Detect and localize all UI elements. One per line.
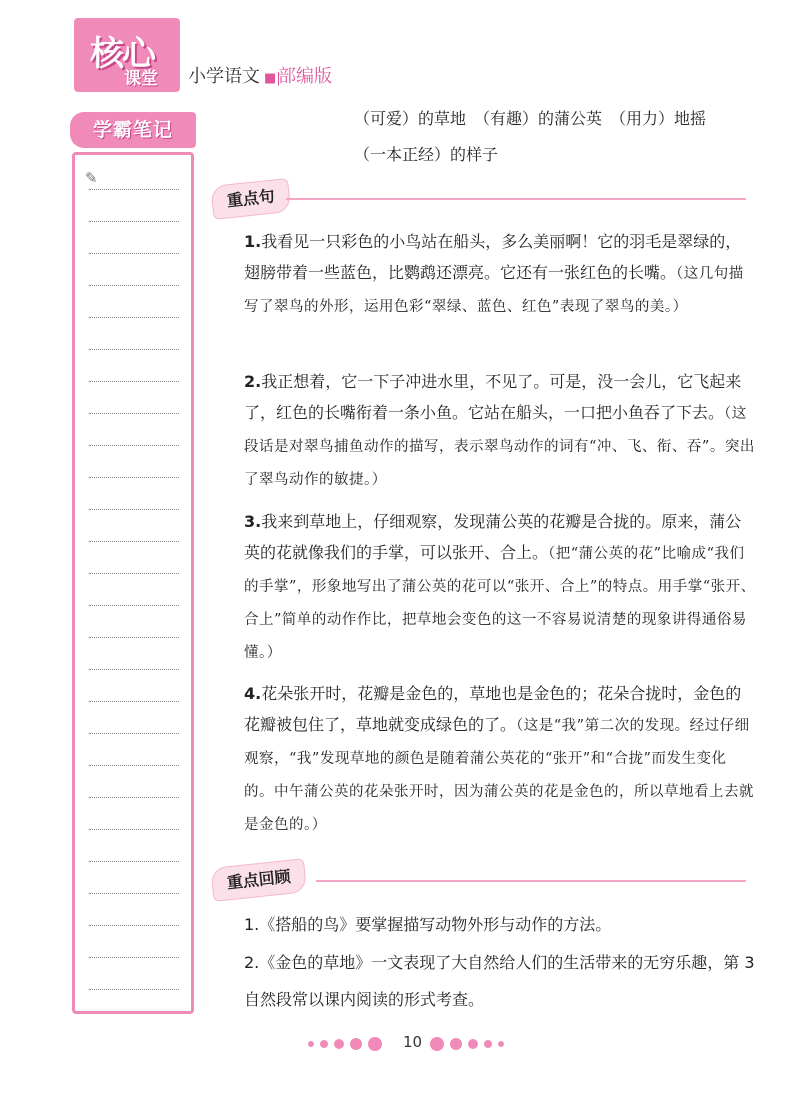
item-number: 2. (244, 953, 260, 972)
key-sentence-4 (244, 678, 756, 841)
note-line (89, 957, 179, 958)
dot-icon (308, 1041, 314, 1047)
note-line (89, 381, 179, 382)
note-line (89, 541, 179, 542)
word-list-line-2: （一本正经）的样子 (354, 145, 499, 164)
separator-icon: ■| (264, 71, 281, 86)
review-text: 《搭船的鸟》要掌握描写动物外形与动作的方法。 (259, 915, 612, 934)
edition-label: 部编版 (278, 66, 332, 87)
key-sentences-header (212, 186, 746, 220)
item-number: 1. (244, 232, 262, 251)
note-line (89, 189, 179, 190)
logo-sub-text: 课堂 (124, 69, 158, 89)
key-sentences-tag: 重点句 (210, 178, 291, 220)
item-number: 3. (244, 512, 262, 531)
sentence-text: 我看见一只彩色的小鸟站在船头，多么美丽啊！它的羽毛是翠绿的，翅膀带着一些蓝色，比鹦鹉还漂亮。它还有一张红色的长嘴。 (244, 232, 742, 282)
review-item-2 (244, 944, 756, 1018)
item-number: 4. (244, 684, 262, 703)
dot-icon (320, 1040, 328, 1048)
note-line (89, 925, 179, 926)
note-line (89, 765, 179, 766)
note-line (89, 861, 179, 862)
sentence-note: （把“蒲公英的花”比喻成“我们的手掌”，形象地写出了蒲公英的花可以“张开、合上”的特点。用手掌“张开、合上”简单的动作作比，把草地会变色的这一不容易说清楚的现象讲得通俗易懂。） (244, 546, 756, 661)
key-sentence-1 (244, 226, 756, 323)
dot-icon (498, 1041, 504, 1047)
note-line (89, 285, 179, 286)
note-line (89, 477, 179, 478)
note-line (89, 893, 179, 894)
key-sentence-3 (244, 506, 756, 669)
dot-icon (350, 1038, 362, 1050)
note-line (89, 509, 179, 510)
review-tag: 重点回顾 (210, 858, 307, 902)
note-line (89, 413, 179, 414)
review-item-1 (244, 906, 756, 943)
notes-box (72, 152, 194, 1014)
brand-logo (74, 18, 180, 92)
note-line (89, 573, 179, 574)
sentence-note: （这是“我”第二次的发现。经过仔细观察，“我”发现草地的颜色是随着蒲公英花的“张开”和“合拢”而发生变化的。中午蒲公英的花朵张开时，因为蒲公英的花是金色的，所以草地看上去就是金色的。） (244, 718, 754, 833)
dot-icon (450, 1038, 462, 1050)
note-line (89, 701, 179, 702)
word-list-line-1: （可爱）的草地 （有趣）的蒲公英 （用力）地摇 (354, 109, 707, 128)
review-header (212, 868, 746, 902)
sentence-text: 我来到草地上，仔细观察，发现蒲公英的花瓣是合拢的。原来，蒲公英的花就像我们的手掌，可以张开、合上。 (244, 512, 742, 562)
section-divider (316, 880, 746, 882)
note-line (89, 221, 179, 222)
note-line (89, 317, 179, 318)
subject-label (188, 62, 285, 88)
pencil-icon: ✎ (85, 169, 98, 187)
note-line (89, 669, 179, 670)
dot-icon (484, 1040, 492, 1048)
logo-main-text: 核心 (90, 34, 154, 74)
key-sentence-2 (244, 366, 756, 496)
section-divider (286, 198, 746, 200)
dot-icon (368, 1037, 382, 1051)
page-number: 10 (403, 1033, 423, 1051)
note-line (89, 445, 179, 446)
item-number: 2. (244, 372, 262, 391)
dot-icon (430, 1037, 444, 1051)
sentence-text: 我正想着，它一下子冲进水里，不见了。可是，没一会儿，它飞起来了，红色的长嘴衔着一条小鱼。它站在船头，一口把小鱼吞了下去。 (244, 372, 742, 422)
note-line (89, 253, 179, 254)
review-text: 《金色的草地》一文表现了大自然给人们的生活带来的无穷乐趣，第 3 自然段常以课内阅读的形式考查。 (244, 953, 755, 1009)
dot-icon (468, 1039, 478, 1049)
page-footer (300, 1033, 530, 1057)
note-line (89, 733, 179, 734)
note-line (89, 797, 179, 798)
notes-title: 学霸笔记 (70, 112, 196, 148)
dot-icon (334, 1039, 344, 1049)
subject-text: 小学语文 (188, 66, 260, 87)
note-line (89, 829, 179, 830)
sentence-note: （这段话是对翠鸟捕鱼动作的描写，表示翠鸟动作的词有“冲、飞、衔、吞”。突出了翠鸟动作的敏捷。） (244, 406, 755, 488)
item-number: 1. (244, 915, 260, 934)
note-line (89, 349, 179, 350)
note-line (89, 989, 179, 990)
note-line (89, 637, 179, 638)
note-line (89, 605, 179, 606)
sentence-text: 花朵张开时，花瓣是金色的，草地也是金色的；花朵合拢时，金色的花瓣被包住了，草地就变成绿色的了。 (244, 684, 742, 734)
sentence-note: （这几句描写了翠鸟的外形，运用色彩“翠绿、蓝色、红色”表现了翠鸟的美。） (244, 266, 744, 315)
